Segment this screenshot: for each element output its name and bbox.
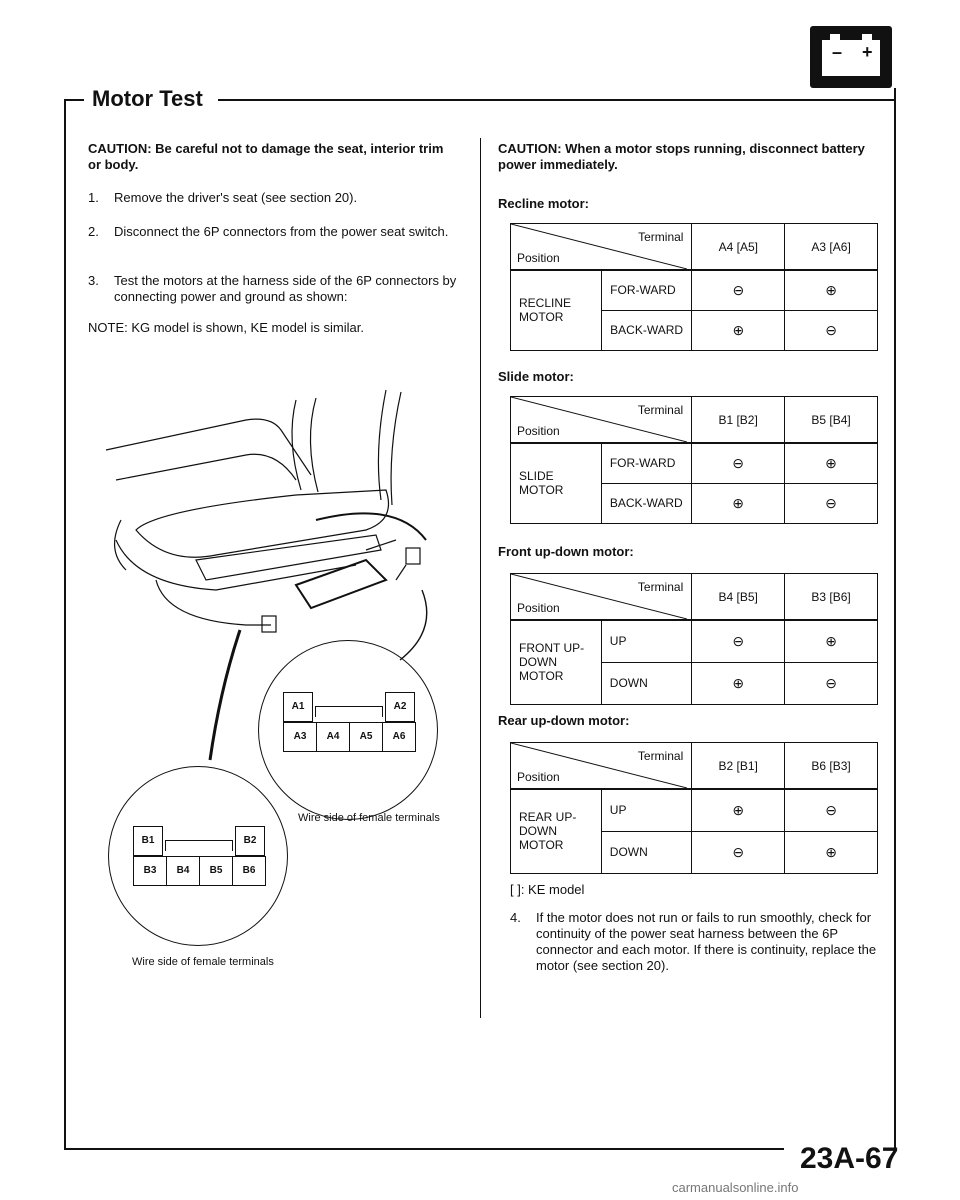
table-2-col2: B5 [B4] — [785, 397, 878, 444]
connector-b — [133, 826, 265, 886]
table-1-motor: RECLINE MOTOR — [511, 270, 602, 350]
step-3 — [88, 273, 460, 309]
table-3-row1-c2: ⊕ — [785, 620, 878, 662]
terminal-label: Terminal — [638, 230, 684, 244]
note: NOTE: KG model is shown, KE model is similar. — [88, 320, 364, 335]
watermark: carmanualsonline.info — [672, 1180, 799, 1195]
terminal-label: Terminal — [637, 749, 684, 763]
frame-left — [64, 99, 66, 1149]
table-1-heading: Recline motor: — [498, 196, 590, 211]
position-label: Position — [517, 251, 560, 265]
table-1-row2-c1: ⊕ — [692, 310, 785, 350]
step-3-text: Test the motors at the harness side of the 6P connectors by connecting power and ground as shown: — [114, 273, 457, 304]
caution-right: CAUTION: When a motor stops running, disconnect battery power immediately. — [498, 141, 865, 172]
table-1-row2-dir: BACK-WARD — [602, 310, 692, 350]
table-2-header-cell — [511, 397, 692, 444]
table-3-motor: FRONT UP-DOWN MOTOR — [511, 620, 602, 704]
header-rule-right — [218, 99, 896, 101]
position-label: Position — [517, 424, 560, 438]
step-4-text: If the motor does not run or fails to run smoothly, check for continuity of the power seat harness between the 6P connector and each motor. If there is continuity, replace the motor (see section 20). — [536, 910, 877, 973]
battery-plus: + — [862, 42, 873, 62]
frame-bottom — [64, 1148, 784, 1150]
connector-b-cell-b3: B3 — [133, 856, 167, 886]
table-3-row2-c2: ⊖ — [785, 662, 878, 704]
step-2 — [88, 224, 460, 260]
connector-a-cell-a5: A5 — [349, 722, 383, 752]
step-4 — [510, 910, 882, 980]
connector-a-cell-a2: A2 — [385, 692, 415, 722]
connector-b-caption: Wire side of female terminals — [132, 956, 274, 968]
connector-b-cell-b1: B1 — [133, 826, 163, 856]
table-4-motor: REAR UP-DOWN MOTOR — [511, 789, 602, 873]
connector-a-cell-a1: A1 — [283, 692, 313, 722]
frame-right — [894, 88, 896, 1150]
page-title: Motor Test — [92, 86, 203, 111]
table-recline — [510, 223, 878, 351]
table-4-row2-c2: ⊕ — [785, 831, 878, 873]
table-1-col2: A3 [A6] — [785, 224, 878, 271]
ke-model-note: [ ]: KE model — [510, 882, 585, 897]
table-2-heading: Slide motor: — [498, 369, 574, 384]
column-divider — [480, 138, 481, 1018]
position-label: Position — [517, 601, 560, 615]
table-3-row2-c1: ⊕ — [692, 662, 785, 704]
header-rule-left — [64, 99, 84, 101]
table-3-row1-dir: UP — [601, 620, 691, 662]
table-3-col2: B3 [B6] — [785, 574, 878, 621]
table-2-row1-c1: ⊖ — [692, 443, 785, 483]
connector-a-cell-a3: A3 — [283, 722, 317, 752]
table-2-row1-c2: ⊕ — [785, 443, 878, 483]
table-slide — [510, 396, 878, 524]
table-3-row1-c1: ⊖ — [692, 620, 785, 662]
table-1-col1: A4 [A5] — [692, 224, 785, 271]
table-4-heading: Rear up-down motor: — [498, 713, 630, 728]
battery-icon — [810, 26, 892, 88]
table-4-row1-c2: ⊖ — [785, 789, 878, 831]
connector-a-cell-a6: A6 — [382, 722, 416, 752]
table-3-col1: B4 [B5] — [692, 574, 785, 621]
table-1-row1-c1: ⊖ — [692, 270, 785, 310]
battery-minus: – — [832, 42, 843, 62]
table-4-row2-dir: DOWN — [601, 831, 691, 873]
step-1-text: Remove the driver's seat (see section 20). — [114, 190, 358, 205]
step-1 — [88, 190, 460, 210]
table-front-up-down — [510, 573, 878, 705]
table-2-row2-c2: ⊖ — [785, 483, 878, 523]
connector-b-cell-b5: B5 — [199, 856, 233, 886]
table-rear-up-down — [510, 742, 878, 874]
table-3-header-cell — [511, 574, 692, 621]
table-4-col1: B2 [B1] — [692, 743, 785, 790]
connector-b-cell-b2: B2 — [235, 826, 265, 856]
table-2-row2-dir: BACK-WARD — [601, 483, 691, 523]
table-1-row2-c2: ⊖ — [785, 310, 878, 350]
connector-b-cell-b4: B4 — [166, 856, 200, 886]
step-2-num: 2. — [88, 224, 99, 239]
table-1-row1-dir: FOR-WARD — [602, 270, 692, 310]
step-2-text: Disconnect the 6P connectors from the power seat switch. — [114, 224, 449, 239]
table-3-row2-dir: DOWN — [601, 662, 691, 704]
connector-b-cell-b6: B6 — [232, 856, 266, 886]
table-3-heading: Front up-down motor: — [498, 544, 634, 559]
connector-a-cell-a4: A4 — [316, 722, 350, 752]
position-label: Position — [517, 770, 560, 784]
step-1-num: 1. — [88, 190, 99, 205]
table-4-col2: B6 [B3] — [785, 743, 878, 790]
table-4-row1-c1: ⊕ — [692, 789, 785, 831]
table-1-header-cell — [511, 224, 692, 271]
table-1-row1-c2: ⊕ — [785, 270, 878, 310]
page-number: 23A-67 — [800, 1142, 899, 1175]
step-3-num: 3. — [88, 273, 99, 288]
table-4-header-cell — [511, 743, 692, 790]
table-2-motor: SLIDE MOTOR — [511, 443, 602, 523]
caution-left: CAUTION: Be careful not to damage the seat, interior trim or body. — [88, 141, 444, 172]
table-4-row2-c1: ⊖ — [692, 831, 785, 873]
table-4-row1-dir: UP — [601, 789, 691, 831]
step-4-num: 4. — [510, 910, 521, 925]
connector-a — [283, 692, 415, 752]
terminal-label: Terminal — [637, 403, 684, 417]
table-2-row1-dir: FOR-WARD — [601, 443, 691, 483]
table-2-row2-c1: ⊕ — [692, 483, 785, 523]
connector-b-latch — [165, 840, 233, 851]
connector-a-latch — [315, 706, 383, 717]
connector-a-caption: Wire side of female terminals — [298, 812, 440, 824]
table-2-col1: B1 [B2] — [692, 397, 785, 444]
terminal-label: Terminal — [637, 580, 684, 594]
